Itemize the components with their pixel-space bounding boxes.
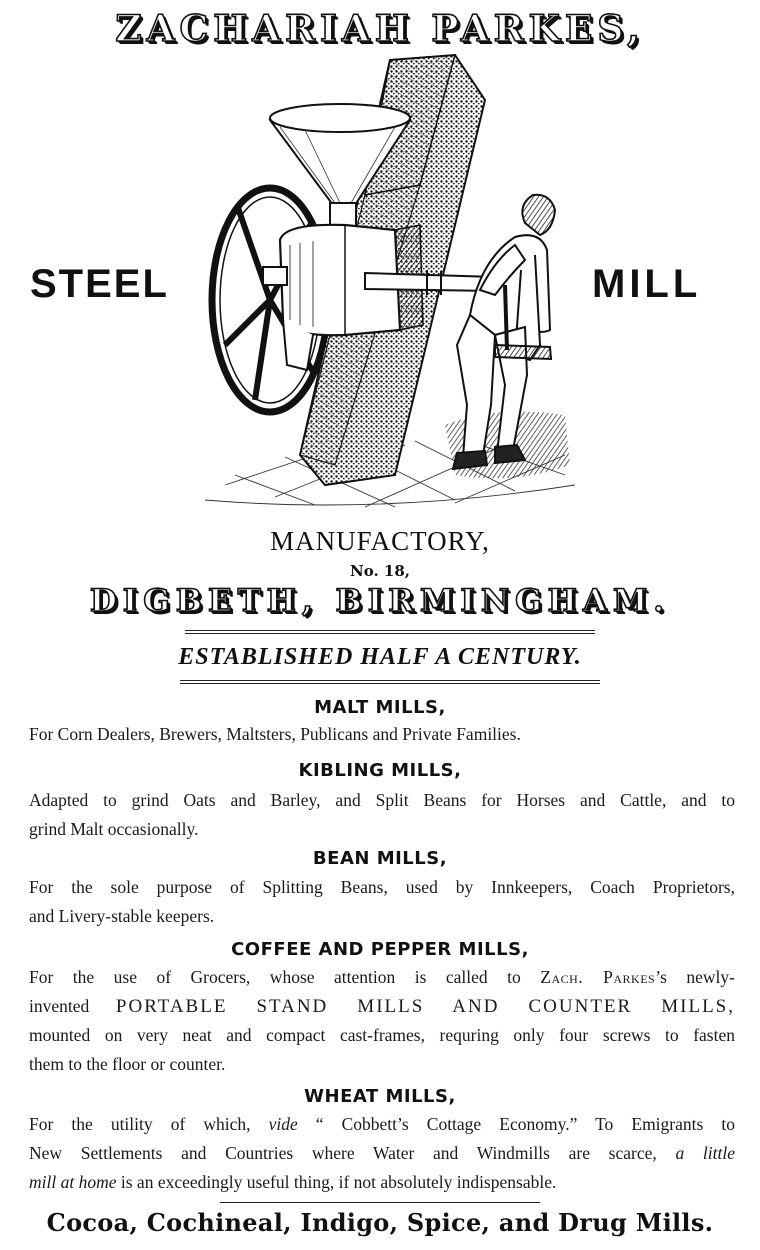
kibling-line-1: Adapted to grind Oats and Barley, and Split Beans for Horses and Cattle, and to <box>29 790 735 810</box>
location-title: DIGBETH, BIRMINGHAM. <box>89 583 671 619</box>
coffee-mills-text <box>29 963 735 1079</box>
wheat-mills-heading: WHEAT MILLS, <box>304 1086 456 1107</box>
bean-mills-text <box>29 873 735 931</box>
proprietor-name: Zach. Parkes <box>540 967 656 987</box>
street-number: No. 18, <box>350 562 410 580</box>
wheat-mills-text <box>29 1110 735 1197</box>
coffee-line-4: them to the floor or counter. <box>29 1054 226 1074</box>
manufactory-label: MANUFACTORY, <box>270 526 490 556</box>
footer-line: Cocoa, Cochineal, Indigo, Spice, and Drug Mills. <box>46 1208 714 1237</box>
masthead-title: ZACHARIAH PARKES, <box>115 8 645 50</box>
divider-footer <box>220 1202 540 1203</box>
malt-mills-text <box>29 720 735 749</box>
wheat-line-2: New Settlements and Countries where Water and Windmills are scarce, a little <box>29 1143 736 1163</box>
wheat-line-1: For the utility of which, vide “ Cobbett’s Cottage Economy.” To Emigrants to <box>29 1114 735 1134</box>
established-line: ESTABLISHED HALF A CENTURY. <box>178 644 582 670</box>
malt-line-1: For Corn Dealers, Brewers, Maltsters, Publicans and Private Families. <box>29 724 521 744</box>
coffee-line-1: For the use of Grocers, whose attention is called to Zach. Parkes’s newly- <box>29 967 735 987</box>
wheat-line-3: mill at home is an exceedingly useful thing, if not absolutely indispensable. <box>29 1172 557 1192</box>
kibling-line-2: grind Malt occasionally. <box>29 819 199 839</box>
bean-mills-heading: BEAN MILLS, <box>312 848 448 869</box>
flank-left-word: STEEL <box>30 262 169 306</box>
bean-line-2: and Livery-stable keepers. <box>29 906 215 926</box>
coffee-line-3: mounted on very neat and compact cast-frames, requring only four screws to fasten <box>29 1025 735 1045</box>
malt-mills-heading: MALT MILLS, <box>314 697 446 718</box>
coffee-line-2: invented PORTABLE STAND MILLS AND COUNTER MILLS, <box>29 996 735 1017</box>
portable-mills-caps: PORTABLE STAND MILLS AND COUNTER MILLS, <box>115 996 735 1017</box>
bean-line-1: For the sole purpose of Splitting Beans, used by Innkeepers, Coach Proprietors, <box>29 877 735 897</box>
coffee-mills-heading: COFFEE AND PEPPER MILLS, <box>231 939 529 960</box>
steel-mill-engraving-icon <box>195 45 585 515</box>
flank-right-word: MILL <box>592 262 702 306</box>
kibling-mills-text <box>29 786 735 844</box>
divider-top <box>185 630 595 631</box>
kibling-mills-heading: KIBLING MILLS, <box>298 760 462 781</box>
divider-bottom <box>180 680 600 681</box>
